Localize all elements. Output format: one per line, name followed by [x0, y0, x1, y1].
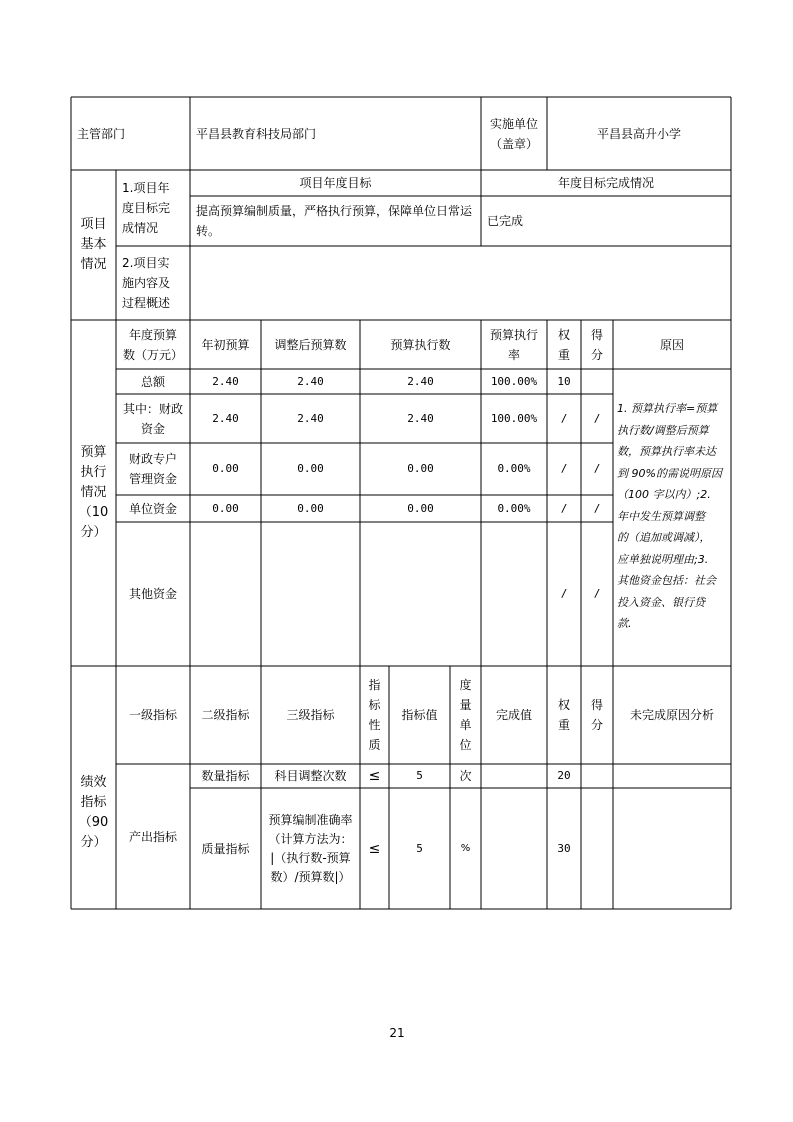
basic-row2-label: 2.项目实 施内容及 过程概述 — [122, 256, 171, 310]
perf-row-weight: 30 — [557, 841, 571, 855]
budget-row-label: 其他资金 — [128, 587, 177, 601]
budget-reason-note: 1. 预算执行率=预算 执行数/调整后预算 数，预算执行率未达 到 90%的需说明原因 （100 字以内）;2. 年中发生预算调整 的（追加或调减）， 应单独说明理由;3. 其他资金包括：社会 投入资金、银行贷 款. — [617, 402, 722, 630]
budget-row-weight: / — [560, 411, 568, 425]
perf-col-unit: 度 量 单 位 — [459, 678, 472, 752]
budget-row-weight: 10 — [557, 374, 571, 388]
section-budget-label: 预算 执行 情况 （10 分） — [78, 445, 109, 540]
status-header: 年度目标完成情况 — [557, 176, 654, 190]
perf-col-level1: 一级指标 — [128, 708, 177, 722]
perf-row-nature: ≤ — [368, 768, 381, 784]
perf-row-level3: 科目调整次数 — [274, 769, 347, 783]
budget-row-rate: 100.00% — [490, 411, 538, 425]
budget-row-label: 其中：财政 资金 — [122, 401, 183, 436]
budget-row-initial: 0.00 — [212, 462, 239, 475]
budget-row-score: / — [593, 587, 601, 600]
budget-row-rate: 0.00% — [497, 501, 531, 515]
budget-row-initial: 2.40 — [212, 374, 239, 388]
perf-output-label: 产出指标 — [128, 829, 177, 844]
perf-row-done — [481, 764, 547, 788]
budget-row-adjusted: 0.00 — [297, 501, 324, 515]
section-performance-label: 绩效 指标 （90 分） — [78, 774, 109, 850]
budget-row-executed: 2.40 — [407, 374, 434, 388]
perf-row-score — [581, 764, 613, 788]
budget-col-initial: 年初预算 — [201, 337, 250, 352]
budget-row-weight: / — [560, 587, 568, 600]
budget-row-score: / — [593, 462, 601, 475]
impl-label: 实施单位 （盖章） — [489, 116, 538, 151]
perf-col-level3: 三级指标 — [286, 708, 335, 722]
perf-col-analysis: 未完成原因分析 — [629, 708, 714, 722]
budget-row-initial: 0.00 — [212, 501, 239, 515]
perf-col-nature: 指 标 性 质 — [368, 678, 381, 752]
perf-col-value: 指标值 — [401, 708, 438, 722]
budget-row-score: / — [593, 501, 601, 515]
perf-row-score — [581, 788, 613, 909]
budget-col-year: 年度预算 数（万元） — [122, 327, 183, 362]
dept-value: 平昌县教育科技局部门 — [196, 126, 317, 141]
perf-col-done: 完成值 — [495, 708, 532, 722]
dept-label: 主管部门 — [77, 126, 126, 141]
page-number: 21 — [389, 1026, 405, 1040]
budget-col-weight: 权 重 — [557, 327, 570, 362]
perf-col-level2: 二级指标 — [201, 708, 250, 722]
budget-row-initial: 2.40 — [212, 411, 239, 425]
perf-col-weight: 权 重 — [557, 698, 570, 732]
section-basic-label: 项目 基本 情况 — [80, 217, 107, 272]
perf-row-done — [481, 788, 547, 909]
budget-col-score: 得 分 — [590, 327, 603, 362]
budget-col-reason: 原因 — [659, 337, 684, 352]
perf-row-weight: 20 — [557, 769, 571, 782]
budget-row-adjusted: 0.00 — [297, 462, 324, 475]
budget-row-executed: 0.00 — [407, 501, 434, 515]
budget-col-adjusted: 调整后预算数 — [274, 337, 347, 352]
perf-col-score: 得 分 — [590, 698, 603, 732]
budget-row-adjusted: 2.40 — [297, 374, 324, 388]
impl-value: 平昌县高升小学 — [596, 126, 681, 141]
budget-row-label: 财政专户 管理资金 — [128, 452, 177, 486]
budget-row-score — [581, 369, 613, 394]
perf-row-unit: 次 — [459, 769, 472, 783]
budget-row-label: 总额 — [140, 374, 165, 389]
budget-row-weight: / — [560, 501, 568, 515]
goal-text: 提高预算编制质量，严格执行预算，保障单位日常运 转。 — [196, 204, 473, 238]
perf-row-level2: 质量指标 — [201, 841, 250, 856]
perf-row-level3: 预算编制准确率 （计算方法为： |（执行数-预算 数）/预算数|） — [268, 812, 353, 884]
budget-row-weight: / — [560, 462, 568, 475]
budget-row-executed: 0.00 — [407, 462, 434, 475]
budget-row-rate: 0.00% — [497, 462, 531, 475]
basic-row1-label: 1.项目年 度目标完 成情况 — [122, 181, 171, 235]
budget-row-adjusted: 2.40 — [297, 411, 324, 425]
budget-col-executed: 预算执行数 — [390, 337, 451, 352]
budget-row-executed: 2.40 — [407, 411, 434, 425]
perf-row-value: 5 — [416, 841, 423, 855]
budget-row-score: / — [593, 411, 601, 425]
perf-row-value: 5 — [416, 769, 423, 782]
perf-row-nature: ≤ — [368, 840, 381, 857]
perf-row-unit: % — [460, 842, 471, 854]
perf-row-level2: 数量指标 — [201, 769, 250, 783]
budget-row-label: 单位资金 — [128, 501, 177, 516]
goal-header: 项目年度目标 — [299, 176, 372, 190]
status-text: 已完成 — [487, 214, 524, 228]
budget-col-rate: 预算执行 率 — [489, 327, 538, 362]
budget-row-rate: 100.00% — [490, 374, 538, 388]
